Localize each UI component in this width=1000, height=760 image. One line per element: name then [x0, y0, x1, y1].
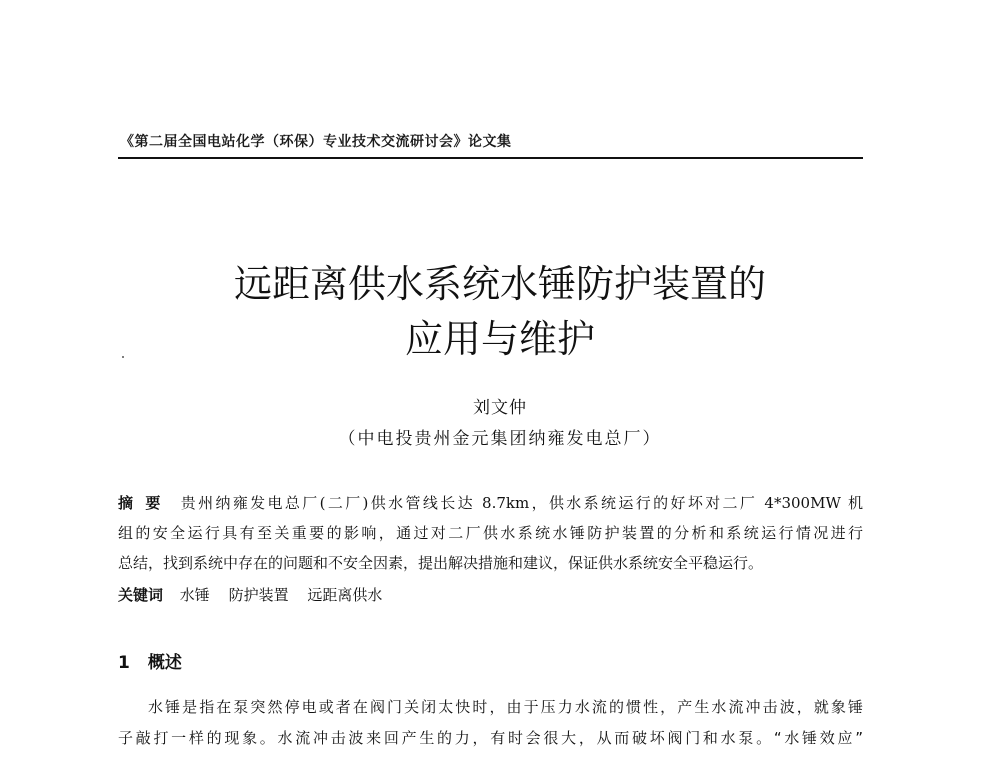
- paper-title-line-2: 应用与维护: [404, 317, 595, 361]
- author-affiliation: （中电投贵州金元集团纳雍发电总厂）: [338, 429, 662, 449]
- keyword: 远距离供水: [307, 586, 383, 604]
- body-paragraph: [118, 692, 863, 754]
- abstract-line: 总结，找到系统中存在的问题和不安全因素，提出解决措施和建议，保证供水系统安全平稳运行。: [118, 554, 764, 572]
- abstract-line: 组的安全运行具有至关重要的影响，通过对二厂供水系统水锤防护装置的分析和系统运行情况进行: [118, 524, 863, 542]
- abstract: [118, 488, 863, 578]
- section-heading: [118, 648, 182, 673]
- keywords: [118, 580, 396, 610]
- body-line: 子敲打一样的现象。水流冲击波来回产生的力，有时会很大，从而破坏阀门和水泵。“水锤效应”: [118, 729, 863, 747]
- keyword: 水锤: [179, 586, 210, 604]
- keywords-label: 关键词: [118, 586, 164, 604]
- author-name: 刘文仲: [473, 398, 527, 418]
- abstract-line: [118, 488, 863, 518]
- keyword: 防护装置: [228, 586, 289, 604]
- abstract-text: 贵州纳雍发电总厂(二厂)供水管线长达 8.7km，供水系统运行的好坏对二厂 4*300MW 机: [180, 494, 863, 512]
- section-number: 1: [118, 653, 130, 673]
- abstract-label: 摘要: [118, 494, 173, 512]
- header-rule: [118, 157, 863, 159]
- scan-speck: [122, 356, 124, 358]
- running-header: 《第二届全国电站化学（环保）专业技术交流研讨会》论文集: [120, 134, 512, 150]
- paper-title-line-1: 远距离供水系统水锤防护装置的: [233, 262, 766, 306]
- body-line: 水锤是指在泵突然停电或者在阀门关闭太快时，由于压力水流的惯性，产生水流冲击波，就象锤: [148, 698, 863, 716]
- section-title: 概述: [147, 653, 182, 673]
